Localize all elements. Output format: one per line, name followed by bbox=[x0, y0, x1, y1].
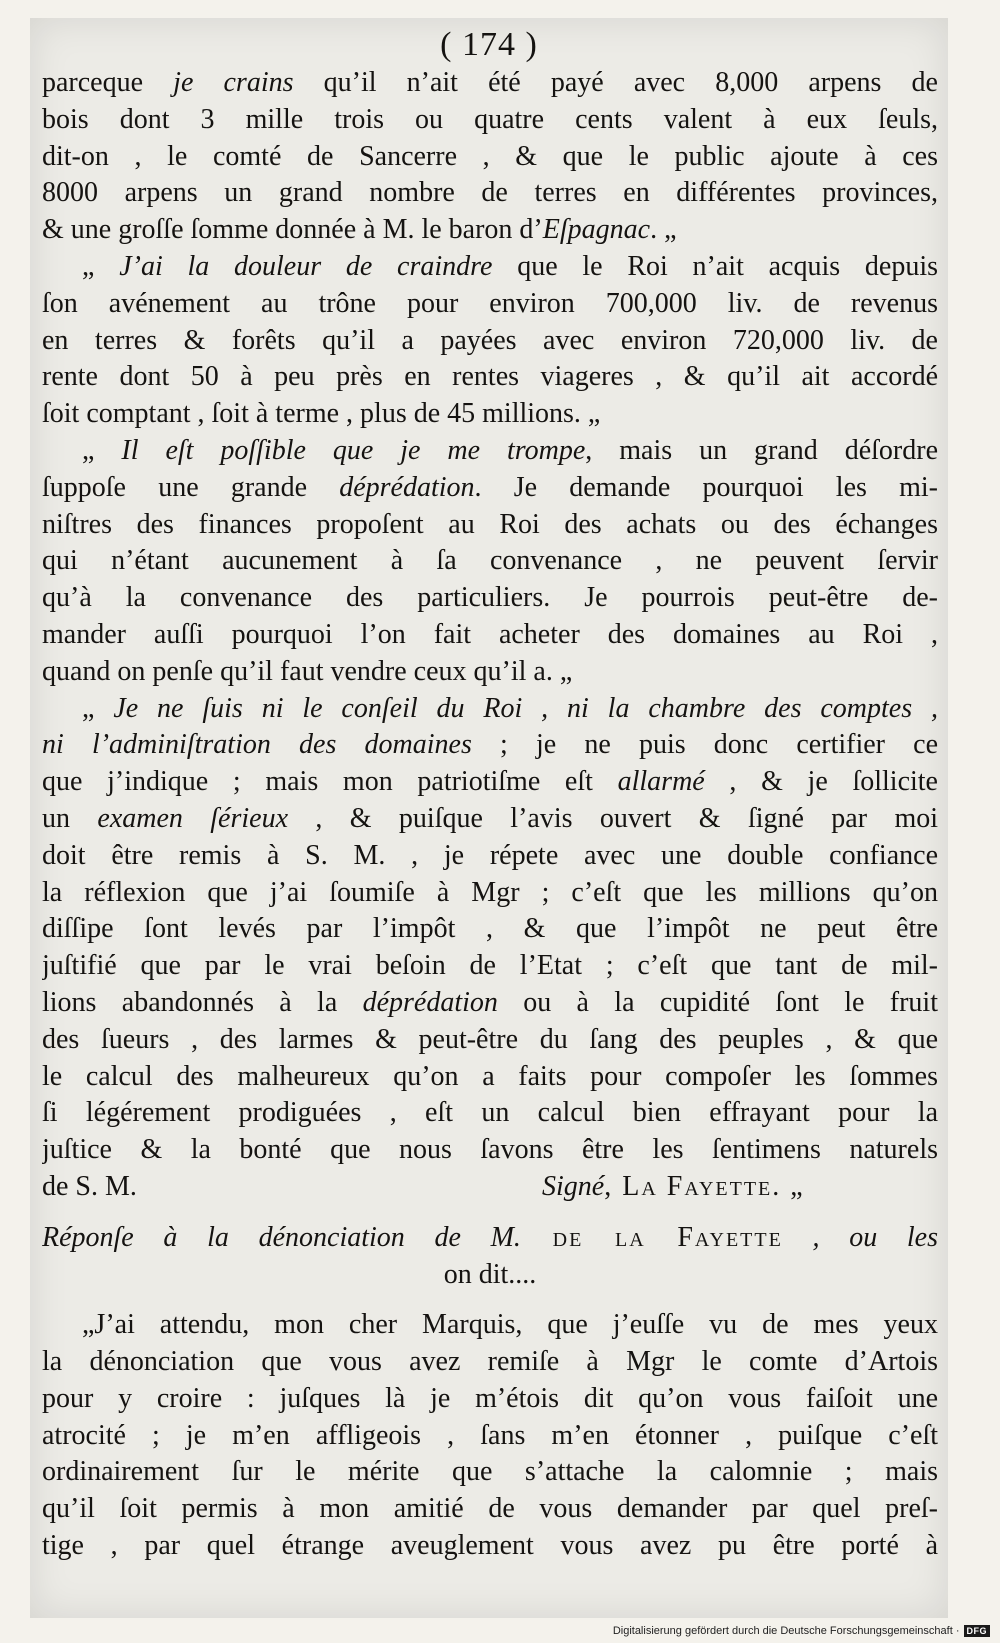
text-segment: pour y croire : juſques là je m’étois dit qu’on vous faiſoit une bbox=[42, 1382, 938, 1414]
digitization-footer bbox=[613, 1625, 990, 1637]
text-line bbox=[42, 948, 938, 985]
text-segment: rente dont 50 à peu près en rentes viageres , & qu’il ait accordé bbox=[42, 361, 938, 393]
text-segment: je crains bbox=[173, 67, 294, 98]
section-heading bbox=[42, 1220, 938, 1257]
text-line bbox=[42, 396, 938, 433]
text-line bbox=[42, 1344, 938, 1381]
text-segment: le calcul des malheureux qu’on a faits pour compoſer les ſommes bbox=[42, 1060, 938, 1092]
text-line bbox=[42, 139, 938, 176]
text-segment: „ bbox=[82, 250, 120, 282]
text-line bbox=[42, 1059, 938, 1096]
text-line bbox=[42, 1022, 938, 1059]
text-segment: déprédation bbox=[362, 986, 498, 1018]
text-line bbox=[42, 1095, 938, 1132]
text-segment: , & je ſollicite bbox=[704, 766, 938, 798]
text-line bbox=[42, 249, 938, 286]
dfg-logo: DFG bbox=[964, 1625, 991, 1637]
text-line bbox=[42, 470, 938, 507]
text-segment: que le Roi n’ait acquis depuis bbox=[492, 250, 938, 282]
text-segment: parceque bbox=[42, 67, 174, 98]
text-line bbox=[42, 801, 938, 838]
text-line bbox=[42, 580, 938, 617]
text-segment: qu’il ſoit permis à mon amitié de vous demander par quel preſ- bbox=[42, 1493, 938, 1525]
text-line bbox=[42, 433, 938, 470]
text-segment: qu’à la convenance des particuliers. Je pourrois peut-être de- bbox=[42, 582, 938, 614]
text-segment: ſuppoſe une grande bbox=[42, 471, 340, 503]
text-segment: ſi légérement prodiguées , eſt un calcul bien effrayant pour la bbox=[42, 1097, 938, 1129]
text-segment: niſtres des finances propoſent au Roi des achats ou des échanges bbox=[42, 508, 938, 540]
text-line bbox=[42, 359, 938, 396]
text-segment: & une groſſe ſomme donnée à M. le baron d’ bbox=[42, 214, 543, 246]
text-segment: bois dont 3 mille trois ou quatre cents valent à eux ſeuls, bbox=[42, 103, 938, 135]
text-line bbox=[42, 212, 938, 249]
closing-left: de S. M. bbox=[42, 1170, 137, 1202]
text-segment: diſſipe ſont levés par l’impôt , & que l’impôt ne peut être bbox=[42, 913, 938, 945]
heading-name: de la Fayette bbox=[520, 1221, 783, 1253]
text-segment: ſoit comptant , ſoit à terme , plus de 45 millions. „ bbox=[42, 398, 601, 430]
heading-m: M. bbox=[490, 1221, 521, 1253]
signe-label: Signé bbox=[542, 1170, 605, 1202]
text-line bbox=[42, 1454, 938, 1491]
response-text bbox=[42, 1307, 938, 1565]
text-line bbox=[42, 1381, 938, 1418]
text-line bbox=[42, 838, 938, 875]
text-segment: „ bbox=[82, 692, 114, 724]
text-segment: ordinairement ſur le mérite que s’attache la calomnie ; mais bbox=[42, 1456, 938, 1488]
signatory-name: , La Fayette. „ bbox=[604, 1170, 805, 1202]
text-segment: „ bbox=[82, 434, 122, 466]
section-heading-line2: on dit.... bbox=[443, 1258, 537, 1290]
text-segment: tige , par quel étrange aveuglement vous avez pu être porté à bbox=[42, 1530, 938, 1562]
heading-part1: Réponſe à la dénonciation de bbox=[42, 1221, 491, 1253]
footer-text: Digitalisierung gefördert durch die Deutsche Forschungsgemeinschaft · bbox=[612, 1625, 960, 1637]
text-line bbox=[42, 875, 938, 912]
text-segment: examen ſérieux bbox=[97, 802, 289, 834]
text-line bbox=[42, 102, 938, 139]
text-segment: la dénonciation que vous avez remiſe à Mgr le comte d’Artois bbox=[42, 1346, 938, 1378]
text-segment: ni l’adminiſtration des domaines bbox=[42, 729, 472, 761]
text-segment: quand on penſe qu’il faut vendre ceux qu’il a. „ bbox=[42, 655, 573, 687]
text-line bbox=[42, 65, 938, 102]
text-segment: mander auſſi pourquoi l’on fait acheter des domaines au Roi , bbox=[42, 618, 938, 650]
text-segment: J’ai la douleur de craindre bbox=[119, 250, 493, 282]
signature-line bbox=[42, 1169, 938, 1206]
scanned-page bbox=[30, 18, 948, 1618]
denunciation-text bbox=[42, 65, 938, 1169]
text-segment: que j’indique ; mais mon patriotiſme eſt bbox=[42, 766, 618, 798]
text-line bbox=[42, 727, 938, 764]
body-text bbox=[42, 65, 938, 1565]
text-line bbox=[42, 1132, 938, 1169]
text-segment: Il eſt poſſible que je me trompe bbox=[121, 434, 586, 466]
text-segment: . „ bbox=[650, 214, 677, 246]
text-segment: „J’ai attendu, mon cher Marquis, que j’euſſe vu de mes yeux bbox=[82, 1309, 938, 1341]
text-segment: . Je demande pourquoi les mi- bbox=[474, 471, 938, 503]
text-line bbox=[42, 543, 938, 580]
text-segment: déprédation bbox=[339, 471, 475, 503]
text-line bbox=[42, 911, 938, 948]
text-line bbox=[42, 507, 938, 544]
text-line bbox=[42, 764, 938, 801]
text-segment: Eſpagnac bbox=[542, 214, 651, 246]
text-segment: qu’il n’ait été payé avec 8,000 arpens de bbox=[293, 67, 938, 98]
text-segment: 8000 arpens un grand nombre de terres en différentes provinces, bbox=[42, 177, 938, 209]
text-segment: des ſueurs , des larmes & peut-être du ſang des peuples , & que bbox=[42, 1023, 938, 1055]
text-line bbox=[42, 1491, 938, 1528]
text-segment: dit-on , le comté de Sancerre , & que le public ajoute à ces bbox=[42, 140, 938, 172]
text-line bbox=[42, 1528, 938, 1565]
text-segment: un bbox=[42, 802, 98, 834]
text-segment: en terres & forêts qu’il a payées avec environ 720,000 liv. de bbox=[42, 324, 938, 356]
text-segment: Je ne ſuis ni le conſeil du Roi , ni la chambre des comptes , bbox=[113, 692, 938, 724]
heading-part2: , ou les bbox=[782, 1221, 938, 1253]
text-line bbox=[42, 654, 938, 691]
text-segment: doit être remis à S. M. , je répete avec une double confiance bbox=[42, 839, 938, 871]
text-line bbox=[42, 691, 938, 728]
text-line bbox=[42, 1418, 938, 1455]
text-line bbox=[42, 985, 938, 1022]
text-segment: ſon avénement au trône pour environ 700,000 liv. de revenus bbox=[42, 287, 938, 319]
text-line bbox=[42, 1307, 938, 1344]
text-segment: lions abandonnés à la bbox=[42, 986, 363, 1018]
text-segment: ou à la cupidité ſont le fruit bbox=[497, 986, 938, 1018]
text-segment: juſtifié que par le vrai beſoin de l’Etat ; c’eſt que tant de mil- bbox=[42, 950, 938, 982]
text-segment: atrocité ; je m’en affligeois , ſans m’en étonner , puiſque c’eſt bbox=[42, 1419, 938, 1451]
page-number: ( 174 ) bbox=[440, 26, 538, 63]
text-segment: qui n’étant aucunement à ſa convenance , ne peuvent ſervir bbox=[42, 545, 938, 577]
text-segment: ; je ne puis donc certifier ce bbox=[471, 729, 938, 761]
text-segment: juſtice & la bonté que nous ſavons être les ſentimens naturels bbox=[42, 1134, 938, 1166]
text-segment: la réflexion que j’ai ſoumiſe à Mgr ; c’eſt que les millions qu’on bbox=[42, 876, 938, 908]
text-line bbox=[42, 175, 938, 212]
text-segment: allarmé bbox=[617, 766, 705, 798]
text-segment: , & puiſque l’avis ouvert & ſigné par moi bbox=[288, 802, 938, 834]
text-segment: , mais un grand déſordre bbox=[585, 434, 938, 466]
text-line bbox=[42, 286, 938, 323]
text-line bbox=[42, 617, 938, 654]
text-line bbox=[42, 323, 938, 360]
